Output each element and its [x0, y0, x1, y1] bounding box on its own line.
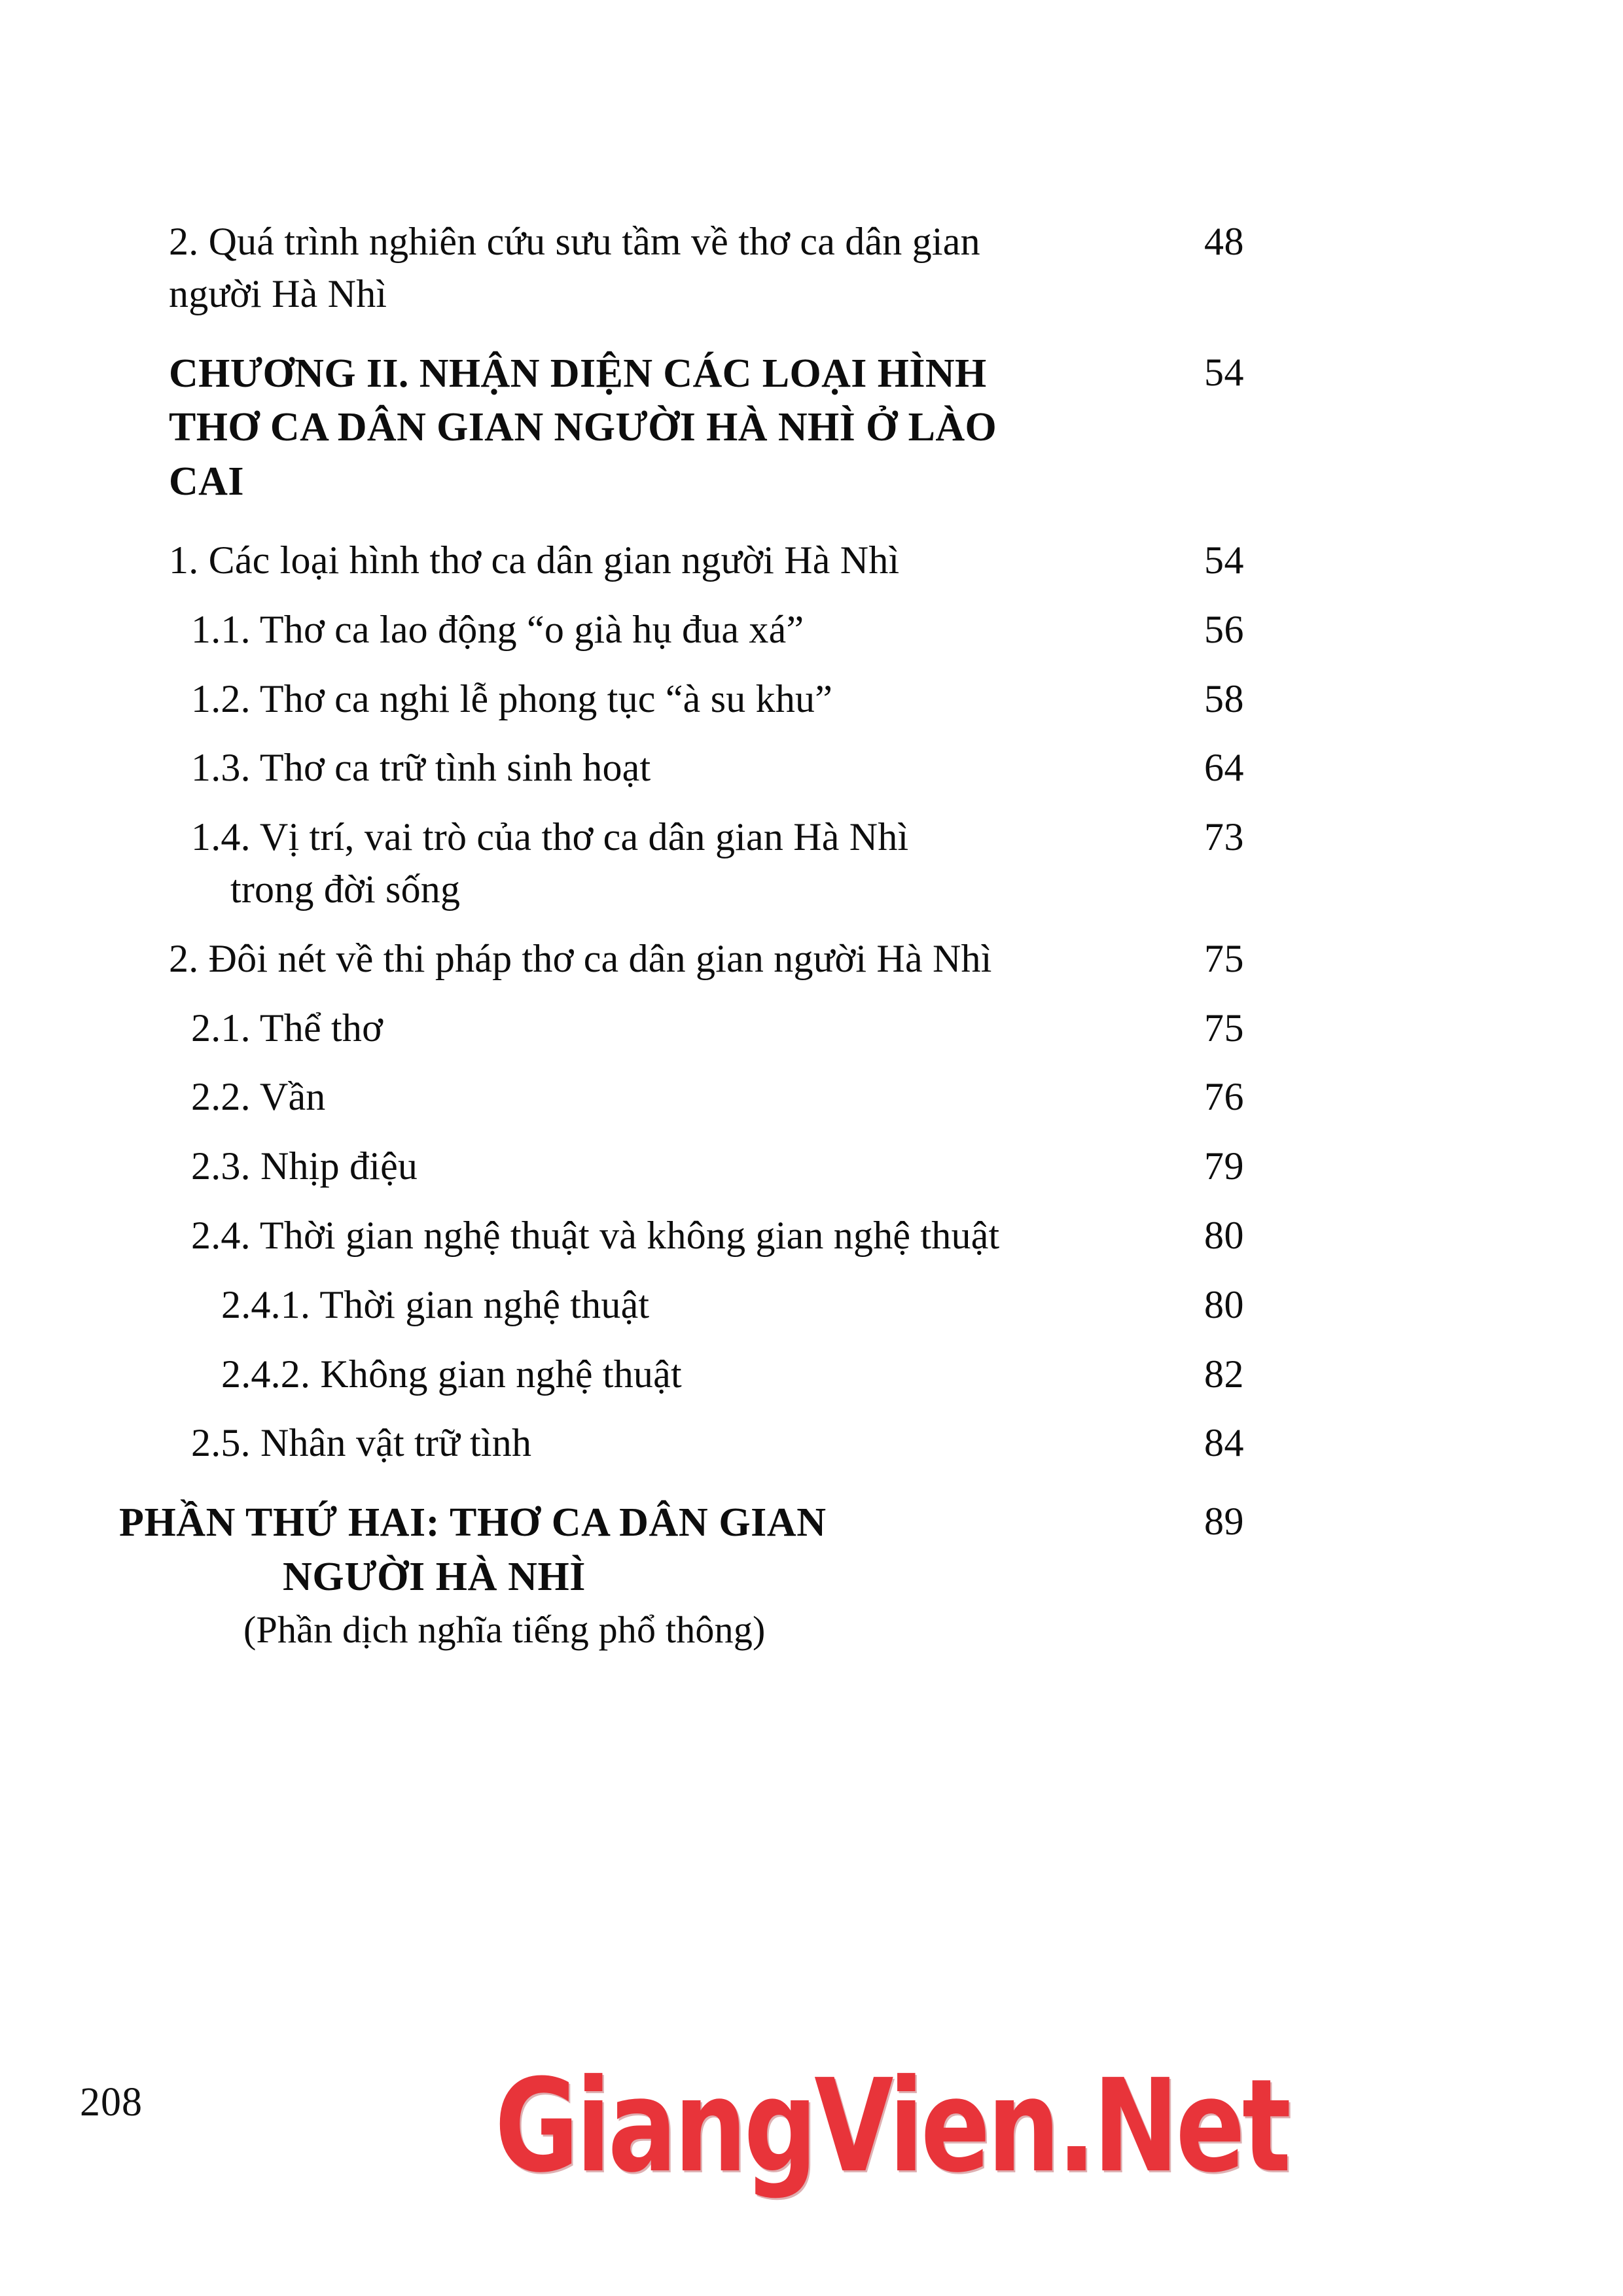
toc-page-number: 80 [1204, 1213, 1244, 1257]
toc-entry-line: 2.5. Nhân vật trữ tình [191, 1421, 532, 1465]
toc-page-number: 54 [1204, 538, 1244, 582]
toc-entry[interactable] [0, 811, 1283, 916]
toc-entry-text [191, 1002, 1198, 1055]
toc-entry-text [191, 1140, 1198, 1193]
toc-entry-line: CHƯƠNG II. NHẬN DIỆN CÁC LOẠI HÌNH [169, 351, 987, 396]
toc-entry-text [169, 933, 1198, 985]
toc-entry[interactable] [0, 1349, 1283, 1401]
watermark-giangvien: GiangVien.Net [495, 2052, 1289, 2201]
spacer [0, 1332, 1623, 1349]
toc-entry-text [169, 535, 1198, 587]
toc-entry-line: 1.4. Vị trí, vai trò của thơ ca dân gian Hà Nhì [191, 815, 909, 859]
toc-entry-chapter[interactable] [0, 347, 1283, 508]
toc-entry[interactable] [0, 1279, 1283, 1332]
toc-entry-line: 2.1. Thể thơ [191, 1006, 383, 1050]
toc-page-number: 54 [1204, 350, 1244, 394]
spacer [0, 1262, 1623, 1279]
spacer [0, 1054, 1623, 1071]
toc-entry[interactable] [0, 1071, 1283, 1123]
toc-entry-text [191, 1210, 1198, 1262]
spacer [0, 587, 1623, 604]
toc-entry-line: 2.3. Nhịp điệu [191, 1144, 418, 1188]
spacer [0, 1123, 1623, 1140]
toc-entry-part[interactable] [0, 1496, 1283, 1655]
spacer [0, 321, 1623, 347]
toc-entry[interactable] [0, 1210, 1283, 1262]
spacer [0, 916, 1623, 933]
toc-entry-text [169, 347, 1198, 508]
toc-entry-text [191, 1071, 1198, 1123]
toc-page-number: 73 [1204, 815, 1244, 859]
toc-entry-line-wrap: CAI [169, 459, 244, 504]
spacer [0, 725, 1623, 742]
toc-page-number: 89 [1204, 1500, 1244, 1544]
spacer [0, 1400, 1623, 1417]
toc-entry-line: 2.4. Thời gian nghệ thuật và không gian nghệ thuật [191, 1213, 1000, 1257]
toc-entry[interactable] [0, 1417, 1283, 1470]
toc-page-number: 75 [1204, 936, 1244, 980]
toc-page-number: 58 [1204, 677, 1244, 720]
toc-entry-line-wrap: NGƯỜI HÀ NHÌ [283, 1555, 586, 1600]
toc-entry-text [191, 604, 1198, 656]
toc-entry[interactable] [0, 604, 1283, 656]
toc-page-number: 82 [1204, 1352, 1244, 1396]
toc-entry-line: 2.2. Vần [191, 1075, 326, 1119]
toc-entry-text [191, 1417, 1198, 1470]
toc-entry-line: PHẦN THỨ HAI: THƠ CA DÂN GIAN [119, 1500, 827, 1545]
toc-entry-text [191, 673, 1198, 726]
toc-entry[interactable] [0, 742, 1283, 794]
toc-entry-line: 1.2. Thơ ca nghi lễ phong tục “à su khu” [191, 677, 833, 720]
toc-page-number: 56 [1204, 607, 1244, 651]
toc-entry-line: 2. Đôi nét về thi pháp thơ ca dân gian người Hà Nhì [169, 936, 992, 980]
toc-entry[interactable] [0, 1002, 1283, 1055]
toc-page-number: 48 [1204, 220, 1244, 263]
toc-entry-text [221, 1279, 1198, 1332]
toc-entry-line-wrap: THƠ CA DÂN GIAN NGƯỜI HÀ NHÌ Ở LÀO [169, 405, 997, 450]
toc-entry-line-wrap: trong đời sống [230, 867, 461, 911]
toc-entry[interactable] [0, 933, 1283, 985]
toc-entry-line: 1.3. Thơ ca trữ tình sinh hoạt [191, 746, 651, 790]
spacer [0, 508, 1623, 535]
toc-entry[interactable] [0, 535, 1283, 587]
toc-entry-line-wrap: người Hà Nhì [169, 272, 387, 315]
table-of-contents [0, 216, 1623, 1655]
toc-entry-subnote: (Phần dịch nghĩa tiếng phổ thông) [243, 1608, 766, 1651]
toc-entry-text [191, 742, 1198, 794]
toc-entry-line: 1. Các loại hình thơ ca dân gian người Hà Nhì [169, 538, 900, 582]
toc-entry-line: 2. Quá trình nghiên cứu sưu tầm về thơ ca dân gian [169, 220, 980, 263]
spacer [0, 985, 1623, 1002]
toc-entry-line: 1.1. Thơ ca lao động “o già hụ đua xá” [191, 607, 804, 651]
folio-page-number: 208 [80, 2080, 143, 2125]
toc-page-number: 75 [1204, 1006, 1244, 1050]
toc-entry-text [221, 1349, 1198, 1401]
toc-entry-line: 2.4.1. Thời gian nghệ thuật [221, 1282, 650, 1326]
toc-page-number: 76 [1204, 1075, 1244, 1119]
spacer [0, 656, 1623, 673]
toc-entry-line: 2.4.2. Không gian nghệ thuật [221, 1352, 682, 1396]
toc-entry[interactable] [0, 216, 1283, 321]
toc-entry[interactable] [0, 673, 1283, 726]
toc-page-number: 80 [1204, 1282, 1244, 1326]
toc-entry-text [169, 216, 1198, 321]
toc-page-number: 79 [1204, 1144, 1244, 1188]
spacer [0, 1470, 1623, 1496]
toc-entry-text [191, 811, 1198, 916]
spacer [0, 794, 1623, 811]
toc-entry-text [119, 1496, 1198, 1655]
toc-page-number: 84 [1204, 1421, 1244, 1465]
spacer [0, 1193, 1623, 1210]
toc-entry[interactable] [0, 1140, 1283, 1193]
toc-page-number: 64 [1204, 746, 1244, 790]
